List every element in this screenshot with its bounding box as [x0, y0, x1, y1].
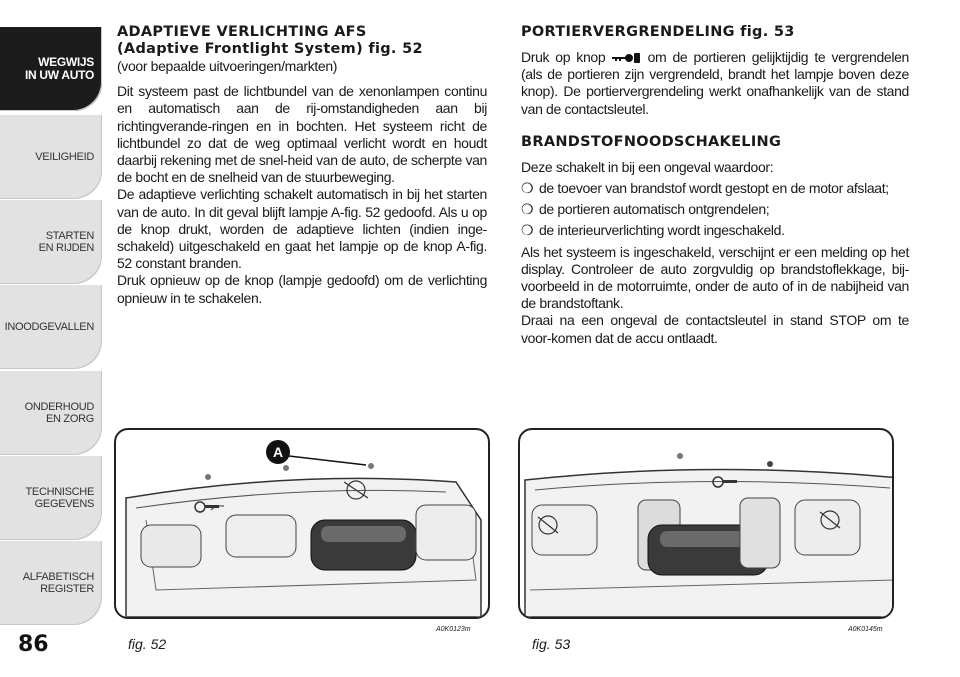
- door-lock-text-before: Druk op knop: [521, 49, 606, 65]
- door-lock-paragraph: [521, 49, 909, 118]
- tab-veiligheid[interactable]: VEILIGHEID: [0, 115, 102, 199]
- afs-subheading: (voor bepaalde uitvoeringen/markten): [117, 58, 338, 74]
- tab-technische-gegevens[interactable]: TECHNISCHE GEGEVENS: [0, 456, 102, 540]
- fuel-cutoff-paragraph-2: Draai na een ongeval de contactsleutel in stand STOP om te voor-komen dat de accu ontlaadt.: [521, 312, 909, 346]
- bullet-text: de toevoer van brandstof wordt gestopt en de motor afslaat;: [539, 180, 889, 197]
- callout-a-label: A: [272, 444, 284, 460]
- indicator-light-icon: [677, 453, 683, 459]
- key-lock-icon: [611, 51, 641, 65]
- tab-wegwijs[interactable]: WEGWIJS IN UW AUTO: [0, 27, 102, 111]
- list-item: [521, 222, 909, 239]
- figure-53-code: A0K0145m: [848, 626, 883, 633]
- afs-button-illustration: [116, 430, 488, 617]
- fuel-cutoff-paragraph-1: Als het systeem is ingeschakeld, verschijnt er een melding op het display. Controleer de auto zorgvuldig op brandstoflekkage, bij-voorbeeld in de motorruimte, onder de auto of in de nabijheid van de brandstoftank.: [521, 243, 909, 312]
- right-column: [521, 24, 909, 347]
- left-column: [117, 24, 487, 307]
- indicator-light-icon: [767, 461, 773, 467]
- fuel-cutoff-intro: Deze schakelt in bij een ongeval waardoor:: [521, 158, 774, 175]
- afs-paragraph-3: Druk opnieuw op de knop (lampje gedoofd) om de verlichting opnieuw in te schakelen.: [117, 272, 487, 306]
- page-number: 86: [18, 632, 49, 657]
- indicator-light-icon: [205, 474, 211, 480]
- bullet-text: de interieurverlichting wordt ingeschakeld.: [539, 222, 785, 239]
- indicator-light-a-icon: [368, 463, 374, 469]
- tab-onderhoud-en-zorg[interactable]: ONDERHOUD EN ZORG: [0, 371, 102, 455]
- figure-53-caption: fig. 53: [532, 636, 571, 652]
- door-lock-heading: PORTIERVERGRENDELING fig. 53: [521, 24, 795, 40]
- figure-52-caption: fig. 52: [128, 636, 167, 652]
- list-item: [521, 180, 909, 197]
- afs-heading-sub: (Adaptive Frontlight System) fig. 52: [117, 41, 423, 57]
- afs-heading: ADAPTIEVE VERLICHTING AFS: [117, 24, 367, 40]
- list-item: [521, 201, 909, 218]
- bullet-circle-icon: ❍: [521, 222, 534, 239]
- figure-53-door-lock-button: [518, 428, 894, 619]
- figure-52-afs-button: [114, 428, 490, 619]
- fuel-cutoff-heading: BRANDSTOFNOODSCHAKELING: [521, 133, 782, 150]
- tab-starten-en-rijden[interactable]: STARTEN EN RIJDEN: [0, 200, 102, 284]
- tab-alfabetisch-register[interactable]: ALFABETISCH REGISTER: [0, 541, 102, 625]
- door-lock-text-after: om de portieren gelijktijdig te vergrendelen (als de portieren zijn vergrendeld, brandt het lampje boven deze knop). De portiervergrendeling werkt onafhankelijk van de stand van de contactsleutel.: [521, 49, 909, 117]
- bullet-circle-icon: ❍: [521, 180, 534, 197]
- afs-paragraph-2: De adaptieve verlichting schakelt automatisch in bij het starten van de auto. In dit geval blijft lampje A-fig. 52 gedoofd. Als u op de knop drukt, worden de adaptieve lichten (indien inge-schakeld) uitgeschakeld en gaat het lampje op de knop A-fig. 52 constant branden.: [117, 186, 487, 272]
- afs-paragraph-1: Dit systeem past de lichtbundel van de xenonlampen continu en automatisch aan de rij-omstandigheden aan bij richtingverande-ringen en in bochten. Het systeem richt de lichtbundel zo dat de weg optimaal verlicht wordt en houdt daarbij rekening met de snel-heid van de auto, de scherpte van de bocht en de snelheid van de stuurbeweging.: [117, 83, 487, 186]
- bullet-circle-icon: ❍: [521, 201, 534, 218]
- tab-inoodgevallen[interactable]: INOODGEVALLEN: [0, 285, 102, 369]
- bullet-text: de portieren automatisch ontgrendelen;: [539, 201, 770, 218]
- door-lock-illustration: [520, 430, 894, 617]
- indicator-light-icon: [283, 465, 289, 471]
- figure-52-code: A0K0123m: [436, 626, 471, 633]
